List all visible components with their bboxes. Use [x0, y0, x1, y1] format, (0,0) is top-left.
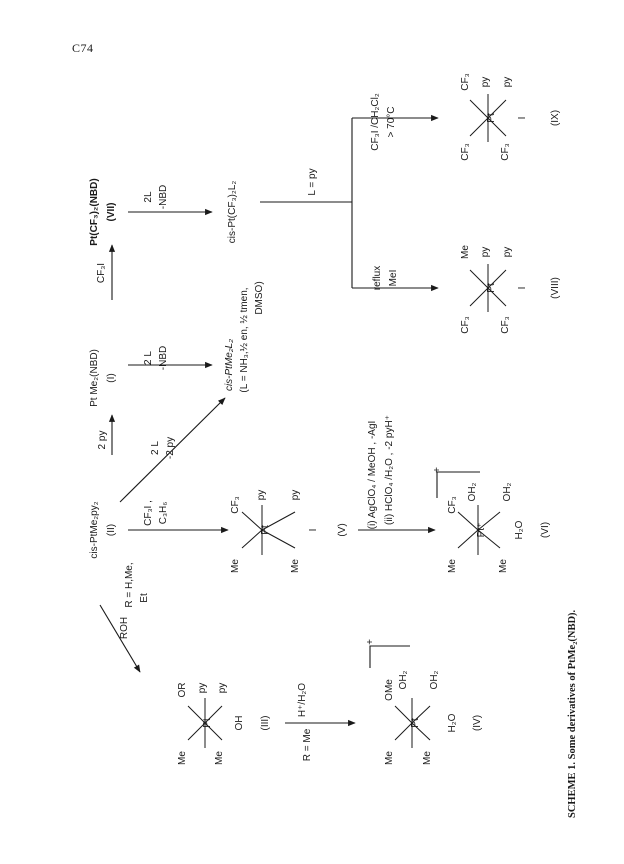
compound-VII-number: (VII): [106, 202, 117, 222]
ligand-oh2: OH₂: [429, 670, 440, 690]
reagent-minus-nbd-a: -NBD: [158, 345, 169, 371]
ligand-pt: Pt: [486, 283, 497, 293]
compound-II-number: (II): [106, 523, 117, 537]
ligand-cf3: CF₃: [460, 73, 471, 91]
ligand-oh2: OH₂: [502, 482, 513, 502]
reagent-agclo4: (i) AgClO₄ / MeOH , -AgI: [367, 420, 378, 530]
scheme-caption: SCHEME 1. Some derivatives of PtMe₂(NBD).: [567, 609, 578, 818]
compound-V-number: (V): [337, 523, 348, 537]
reagent-minus-nbd-b: -NBD: [158, 184, 169, 210]
ligand-py: py: [480, 246, 491, 258]
ligand-py: py: [217, 682, 228, 694]
ligand-i: I: [517, 286, 528, 290]
reagent-2l-a: 2 L: [143, 351, 154, 365]
reagent-minus-2py: -2 py: [165, 436, 176, 460]
ligand-cf3: CF₃: [500, 316, 511, 334]
ligand-pt: Pt: [410, 718, 421, 728]
reagent-temp: > 70°C: [386, 106, 397, 138]
ligand-me: Me: [460, 245, 471, 259]
ligand-me: Me: [384, 751, 395, 765]
ligand-py: py: [502, 246, 513, 258]
ligand-cf3: CF₃: [460, 143, 471, 161]
ligand-me: Me: [498, 559, 509, 573]
ligand-h2o: H₂O: [447, 713, 458, 733]
compound-cis-ptme2l2-definition-line2: DMSO): [254, 281, 265, 315]
ligand-oh2: OH₂: [398, 670, 409, 690]
reagent-hclo4: (ii) HClO₄ /H₂O , -2 pyH⁺: [384, 415, 395, 525]
ligand-py: py: [256, 489, 267, 501]
ligand-me: Me: [230, 559, 241, 573]
reagent-reflux: reflux: [372, 265, 383, 291]
ligand-pt: Pt: [202, 718, 213, 728]
reagent-cf3i-c3h6-b: C₃H₆: [158, 501, 169, 525]
ligand-pt-plus: Pt⁺: [476, 522, 487, 538]
compound-IV-number: (IV): [472, 714, 483, 732]
ligand-i: I: [308, 528, 319, 532]
reagent-r-definition-b: Et: [139, 593, 150, 603]
ligand-cf3: CF₃: [230, 496, 241, 514]
compound-cis-ptme2l2: cis-PtMe₂L₂: [224, 338, 235, 392]
compound-cis-ptme2py2: cis-PtMe₂py₂: [89, 501, 100, 559]
ligand-py: py: [197, 682, 208, 694]
compound-cis-ptme2l2-definition: (L = NH₃,½ en, ½ tmen,: [239, 287, 250, 393]
compound-IX-number: (IX): [550, 109, 561, 127]
ligand-py: py: [480, 76, 491, 88]
reagent-r-me: R = Me: [302, 728, 313, 762]
ligand-cf3: CF₃: [447, 496, 458, 514]
ligand-plus: +: [432, 467, 443, 473]
reagent-cf3i-ch2cl2: CF₃I /CH₂Cl₂: [370, 93, 381, 151]
reagent-h-h2o: H⁺/H₂O: [297, 682, 308, 718]
ligand-ome: OMe: [384, 679, 395, 701]
ligand-me: Me: [422, 751, 433, 765]
ligand-me: Me: [214, 751, 225, 765]
ligand-or: OR: [177, 682, 188, 698]
reagent-mei: MeI: [388, 269, 399, 287]
compound-VI-number: (VI): [540, 521, 551, 539]
ligand-py: py: [502, 76, 513, 88]
reagent-2l-b: 2L: [143, 191, 154, 203]
page-number: C74: [72, 41, 94, 55]
ligand-plus: +: [365, 639, 376, 645]
ligand-i: I: [517, 116, 528, 120]
compound-cis-ptcf3l2: cis-Pt(CF₃)₂L₂: [227, 180, 238, 244]
compound-VIII-number: (VIII): [550, 277, 561, 299]
ligand-py: py: [290, 489, 301, 501]
ligand-oh2: OH₂: [467, 482, 478, 502]
compound-I-number: (I): [106, 373, 117, 383]
reagent-2l-c: 2 L: [150, 441, 161, 455]
reagent-roh: ROH: [119, 616, 130, 640]
ligand-me: Me: [447, 559, 458, 573]
compound-III-number: (III): [260, 715, 271, 731]
ligand-pt: Pt: [486, 113, 497, 123]
reagent-2py: 2 py: [97, 430, 108, 450]
reagent-cf3i: CF₃I: [96, 262, 107, 284]
ligand-cf3: CF₃: [500, 143, 511, 161]
reagent-cf3i-c3h6-a: CF₃I ,: [143, 500, 154, 526]
ligand-cf3: CF₃: [460, 316, 471, 334]
ligand-me: Me: [290, 559, 301, 573]
ligand-h2o: H₂O: [514, 520, 525, 540]
ligand-oh: OH: [234, 715, 245, 731]
reagent-l-py: L = py: [307, 168, 318, 196]
ligand-me: Me: [177, 751, 188, 765]
compound-ptme2nbd: Pt Me₂(NBD): [89, 349, 100, 407]
ligand-pt: Pt: [260, 525, 271, 535]
reagent-r-definition-a: R = H,Me,: [124, 562, 135, 608]
compound-ptcf3nbd: Pt(CF₃)₂(NBD): [89, 178, 100, 246]
bracket-IV: [370, 646, 410, 668]
